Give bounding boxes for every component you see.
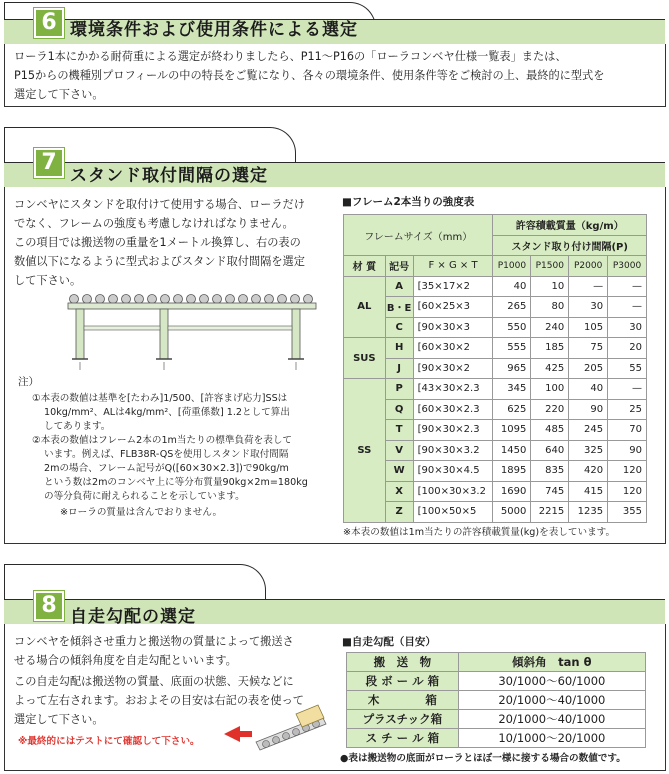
- value-cell: 355: [608, 502, 647, 523]
- value-cell: 325: [569, 440, 608, 461]
- value-cell: 120: [608, 481, 647, 502]
- size-cell: [90×30×2.3: [413, 420, 493, 441]
- section8-body-line4: よって左右されます。おおよその目安は右記の表を使って: [14, 694, 304, 707]
- angle-cell: 20/1000～40/1000: [458, 691, 645, 710]
- symbol-cell: Z: [385, 502, 413, 523]
- value-cell: 5000: [493, 502, 531, 523]
- value-cell: 625: [493, 399, 531, 420]
- value-cell: 205: [569, 358, 608, 379]
- section6-title: 環境条件および使用条件による選定: [70, 20, 358, 40]
- item-cell: ス チ ー ル 箱: [347, 729, 459, 748]
- material-sus: SUS: [344, 338, 386, 379]
- section7-number: 7: [34, 148, 64, 178]
- section7-note-line7: という数は2mのコンベヤ上に等分布質量90kg×2m=180kg: [44, 477, 308, 488]
- section6-number: 6: [34, 8, 64, 38]
- col-fgxt: F × G × T: [413, 256, 493, 277]
- table-row: [344, 481, 647, 502]
- allowable-load-header: 許容積載質量（kg/m）: [493, 215, 647, 236]
- size-cell: [90×30×2: [413, 358, 493, 379]
- value-cell: 220: [531, 399, 569, 420]
- value-cell: 90: [569, 399, 608, 420]
- item-cell: 木 箱: [347, 691, 459, 710]
- value-cell: 485: [531, 420, 569, 441]
- value-cell: —: [608, 379, 647, 400]
- item-cell: プラスチック箱: [347, 710, 459, 729]
- col-material: 材 質: [344, 256, 386, 277]
- table-row: [344, 399, 647, 420]
- value-cell: —: [608, 297, 647, 318]
- conveyor-stand-illustration: [60, 290, 325, 372]
- value-cell: 265: [493, 297, 531, 318]
- value-cell: 1235: [569, 502, 608, 523]
- value-cell: 640: [531, 440, 569, 461]
- col-angle: 傾斜角 tan θ: [458, 653, 645, 672]
- size-cell: [100×30×3.2: [413, 481, 493, 502]
- col-p1500: P1500: [531, 256, 569, 277]
- table-row: [344, 379, 647, 400]
- symbol-cell: V: [385, 440, 413, 461]
- symbol-cell: W: [385, 461, 413, 482]
- symbol-cell: B・E: [385, 297, 413, 318]
- table-row: [344, 338, 647, 359]
- value-cell: 745: [531, 481, 569, 502]
- size-cell: [60×25×3: [413, 297, 493, 318]
- value-cell: 550: [493, 317, 531, 338]
- size-cell: [60×30×2.3: [413, 399, 493, 420]
- section7-note-line5: います。例えば、FLB38R-QSを使用しスタンド取付間隔: [44, 449, 289, 460]
- symbol-cell: C: [385, 317, 413, 338]
- value-cell: 80: [531, 297, 569, 318]
- section8-body-line5: 選定して下さい。: [14, 713, 104, 726]
- section8-body-line2: せる場合の傾斜角度を自走勾配といいます。: [14, 654, 237, 667]
- frame-strength-table: [343, 214, 647, 523]
- table-row: [347, 691, 646, 710]
- size-cell: [90×30×3: [413, 317, 493, 338]
- table-row: [344, 461, 647, 482]
- section8-number: 8: [34, 591, 64, 621]
- table-row: [347, 710, 646, 729]
- col-p3000: P3000: [608, 256, 647, 277]
- value-cell: 245: [569, 420, 608, 441]
- section8-title: 自走勾配の選定: [70, 607, 196, 627]
- value-cell: 55: [608, 358, 647, 379]
- table-row: [347, 672, 646, 691]
- size-cell: [90×30×3.2: [413, 440, 493, 461]
- value-cell: 25: [608, 399, 647, 420]
- symbol-cell: X: [385, 481, 413, 502]
- value-cell: —: [569, 276, 608, 297]
- value-cell: 965: [493, 358, 531, 379]
- section7-body-line4: 数値以下になるように型式およびスタンド取付間隔を選定: [14, 255, 305, 268]
- table-row: [344, 276, 647, 297]
- gradient-footnote: ●表は搬送物の底面がローラとほぼ一様に接する場合の数値です。: [340, 753, 626, 764]
- col-p2000: P2000: [569, 256, 608, 277]
- value-cell: 90: [608, 440, 647, 461]
- size-cell: [60×30×2: [413, 338, 493, 359]
- section7-note-line2: 10kg/mm²、ALは4kg/mm²、[荷重係数] 1.2として算出: [44, 407, 290, 418]
- frame-strength-caption: ■フレーム2本当りの強度表: [342, 196, 475, 208]
- table-row: [344, 420, 647, 441]
- section7-note-line1: ①本表の数値は基準を[たわみ]1/500、[許容まげ応力]SSは: [32, 393, 288, 404]
- section6-body-line3: 選定して下さい。: [14, 88, 104, 101]
- value-cell: 1690: [493, 481, 531, 502]
- section7-note-line8: の等分負荷に耐えられることを示しています。: [44, 491, 245, 502]
- col-p1000: P1000: [493, 256, 531, 277]
- value-cell: 75: [569, 338, 608, 359]
- col-item: 搬 送 物: [347, 653, 459, 672]
- material-al: AL: [344, 276, 386, 338]
- value-cell: 555: [493, 338, 531, 359]
- value-cell: 10: [531, 276, 569, 297]
- symbol-cell: T: [385, 420, 413, 441]
- section7-body-line3: この項目では搬送物の重量を1メートル換算し、右の表の: [14, 236, 301, 249]
- gradient-table: [346, 652, 646, 748]
- symbol-cell: H: [385, 338, 413, 359]
- value-cell: 345: [493, 379, 531, 400]
- value-cell: 30: [608, 317, 647, 338]
- stand-interval-header: スタンド取り付け間隔(P): [493, 235, 647, 256]
- section7-note-line9: ※ローラの質量は含んでおりません。: [60, 507, 223, 518]
- section7-body-line2: でなく、フレームの強度も考慮しなければなりません。: [14, 217, 294, 230]
- size-cell: [35×17×2: [413, 276, 493, 297]
- size-cell: [100×50×5: [413, 502, 493, 523]
- table-row: [344, 358, 647, 379]
- value-cell: 40: [493, 276, 531, 297]
- table-row: [344, 502, 647, 523]
- angle-cell: 20/1000～40/1000: [458, 710, 645, 729]
- section7-body-line1: コンベヤにスタンドを取付けて使用する場合、ローラだけ: [14, 198, 305, 211]
- table-row: [344, 297, 647, 318]
- value-cell: 30: [569, 297, 608, 318]
- value-cell: 20: [608, 338, 647, 359]
- symbol-cell: A: [385, 276, 413, 297]
- incline-illustration: [222, 698, 334, 758]
- section7-title: スタンド取付間隔の選定: [70, 166, 268, 186]
- value-cell: 120: [608, 461, 647, 482]
- value-cell: 425: [531, 358, 569, 379]
- section7-note-line3: してあります。: [44, 421, 111, 432]
- value-cell: 1095: [493, 420, 531, 441]
- section6-body-line1: ローラ1本にかかる耐荷重による選定が終わりましたら、P11～P16の「ローラコンベヤ仕様一覧表」または、: [14, 50, 567, 63]
- value-cell: 415: [569, 481, 608, 502]
- value-cell: 105: [569, 317, 608, 338]
- frame-strength-footnote: ※本表の数値は1m当たりの許容積載質量(kg)を表しています。: [343, 527, 616, 538]
- section7-note-line6: 2mの場合、フレーム記号がQ([60×30×2.3])で90kg/m: [44, 463, 289, 474]
- symbol-cell: J: [385, 358, 413, 379]
- table-row: [344, 317, 647, 338]
- section7-body-line5: して下さい。: [14, 274, 82, 287]
- value-cell: 2215: [531, 502, 569, 523]
- table-row: [347, 729, 646, 748]
- value-cell: 40: [569, 379, 608, 400]
- frame-size-header: フレームサイズ（mm）: [344, 215, 493, 256]
- value-cell: 240: [531, 317, 569, 338]
- section8-body-line1: コンベヤを傾斜させ重力と搬送物の質量によって搬送さ: [14, 635, 294, 648]
- value-cell: —: [608, 276, 647, 297]
- material-ss: SS: [344, 379, 386, 523]
- angle-cell: 30/1000～60/1000: [458, 672, 645, 691]
- section7-note-line4: ②本表の数値はフレーム2本の1m当たりの標準負荷を表して: [32, 435, 293, 446]
- symbol-cell: P: [385, 379, 413, 400]
- gradient-caption: ■自走勾配（目安）: [342, 636, 436, 648]
- section8-warning: ※最終的にはテストにて確認して下さい。: [18, 736, 200, 747]
- angle-cell: 10/1000～20/1000: [458, 729, 645, 748]
- item-cell: 段 ボ ー ル 箱: [347, 672, 459, 691]
- section6-body-line2: P15からの機種別プロフィールの中の特長をご覧になり、各々の環境条件、使用条件等をご検討の上、最終的に型式を: [14, 69, 605, 82]
- size-cell: [90×30×4.5: [413, 461, 493, 482]
- symbol-cell: Q: [385, 399, 413, 420]
- value-cell: 420: [569, 461, 608, 482]
- section8-body-line3: この自走勾配は搬送物の質量、底面の状態、天候などに: [14, 675, 294, 688]
- value-cell: 1895: [493, 461, 531, 482]
- col-symbol: 記号: [385, 256, 413, 277]
- value-cell: 1450: [493, 440, 531, 461]
- size-cell: [43×30×2.3: [413, 379, 493, 400]
- value-cell: 100: [531, 379, 569, 400]
- section7-note-head: 注）: [18, 376, 39, 388]
- value-cell: 70: [608, 420, 647, 441]
- value-cell: 185: [531, 338, 569, 359]
- value-cell: 835: [531, 461, 569, 482]
- table-row: [344, 440, 647, 461]
